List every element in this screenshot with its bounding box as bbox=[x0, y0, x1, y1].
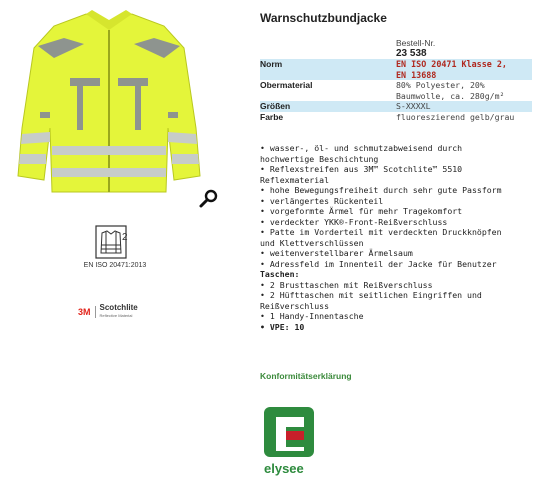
product-media bbox=[0, 0, 250, 485]
vpe-item: • VPE: 10 bbox=[260, 321, 305, 332]
logo-3m-mark: 3M bbox=[78, 307, 91, 317]
scotchlite-sub: Reflective Material bbox=[99, 313, 133, 318]
spec-label: Größen bbox=[260, 101, 396, 112]
list-item: Reflexmaterial bbox=[260, 174, 330, 185]
list-item: • hohe Bewegungsfreiheit durch sehr gute Passform bbox=[260, 185, 502, 195]
list-item: • Patte im Vorderteil mit verdeckten Druckknöpfen bbox=[260, 227, 502, 237]
scotchlite-text: Scotchlite bbox=[99, 303, 138, 312]
elysee-logo[interactable] bbox=[262, 405, 320, 477]
list-item: • vorgeformte Ärmel für mehr Tragekomfort bbox=[260, 206, 463, 216]
list-item: hochwertige Beschichtung bbox=[260, 153, 379, 164]
material-value-line2: Baumwolle, ca. 280g/m² bbox=[396, 90, 505, 101]
spec-row-norm bbox=[260, 59, 532, 80]
zoom-icon[interactable] bbox=[198, 188, 220, 210]
spec-row-sizes bbox=[260, 101, 532, 112]
cert-caption: EN ISO 20471:2013 bbox=[83, 262, 147, 269]
spec-value bbox=[396, 59, 532, 80]
elysee-text: elysee bbox=[264, 461, 304, 476]
scotchlite-name bbox=[100, 304, 138, 320]
spec-value bbox=[396, 80, 532, 101]
spec-label: Norm bbox=[260, 59, 396, 80]
pockets-heading: Taschen: bbox=[260, 269, 300, 279]
spec-value: fluoreszierend gelb/grau bbox=[396, 111, 515, 122]
list-item: und Klettverschlüssen bbox=[260, 237, 364, 248]
list-item: • verdeckter YKK®-Front-Reißverschluss bbox=[260, 216, 448, 227]
list-item: • weitenverstellbarer Ärmelsaum bbox=[260, 248, 413, 258]
list-item: • 2 Hüfttaschen mit seitlichen Eingriffen und bbox=[260, 290, 482, 300]
logo-divider bbox=[95, 306, 96, 318]
list-item: • wasser-, öl- und schmutzabweisend durch bbox=[260, 143, 463, 153]
cert-class-text: 2 bbox=[122, 232, 128, 243]
list-item: • Adressfeld im Innenteil der Jacke für Benutzer bbox=[260, 258, 497, 269]
material-value-line1: 80% Polyester, 20% bbox=[396, 80, 485, 90]
order-number-label: Bestell-Nr. bbox=[396, 38, 436, 48]
spec-label: Obermaterial bbox=[260, 80, 313, 90]
spec-value: S-XXXXL bbox=[396, 101, 532, 112]
norm-value-line2: EN 13688 bbox=[396, 69, 437, 80]
order-number-value: 23 538 bbox=[396, 47, 427, 59]
order-number-spacer bbox=[260, 38, 396, 59]
order-number-row bbox=[260, 38, 532, 59]
list-item: • 2 Brusttaschen mit Reißverschluss bbox=[260, 279, 433, 290]
product-title: Warnschutzbundjacke bbox=[260, 11, 387, 25]
scotchlite-logo bbox=[78, 305, 138, 319]
spec-row-color bbox=[260, 112, 532, 123]
cert-class-number bbox=[120, 229, 132, 243]
list-item: • 1 Handy-Innentasche bbox=[260, 311, 364, 321]
product-image[interactable] bbox=[14, 8, 204, 200]
list-item: • Reflexstreifen aus 3M™ Scotchlite™ 5510 bbox=[260, 164, 463, 174]
conformity-link[interactable]: Konformitätserklärung bbox=[260, 371, 352, 381]
list-item: Reißverschluss bbox=[260, 300, 330, 311]
spec-row-material bbox=[260, 80, 532, 101]
norm-value-line1: EN ISO 20471 Klasse 2, bbox=[396, 59, 507, 69]
list-item: • verlängertes Rückenteil bbox=[260, 195, 384, 206]
feature-list bbox=[260, 143, 532, 332]
spec-table bbox=[260, 38, 532, 122]
spec-label: Farbe bbox=[260, 111, 284, 122]
order-number-cell bbox=[396, 38, 532, 59]
